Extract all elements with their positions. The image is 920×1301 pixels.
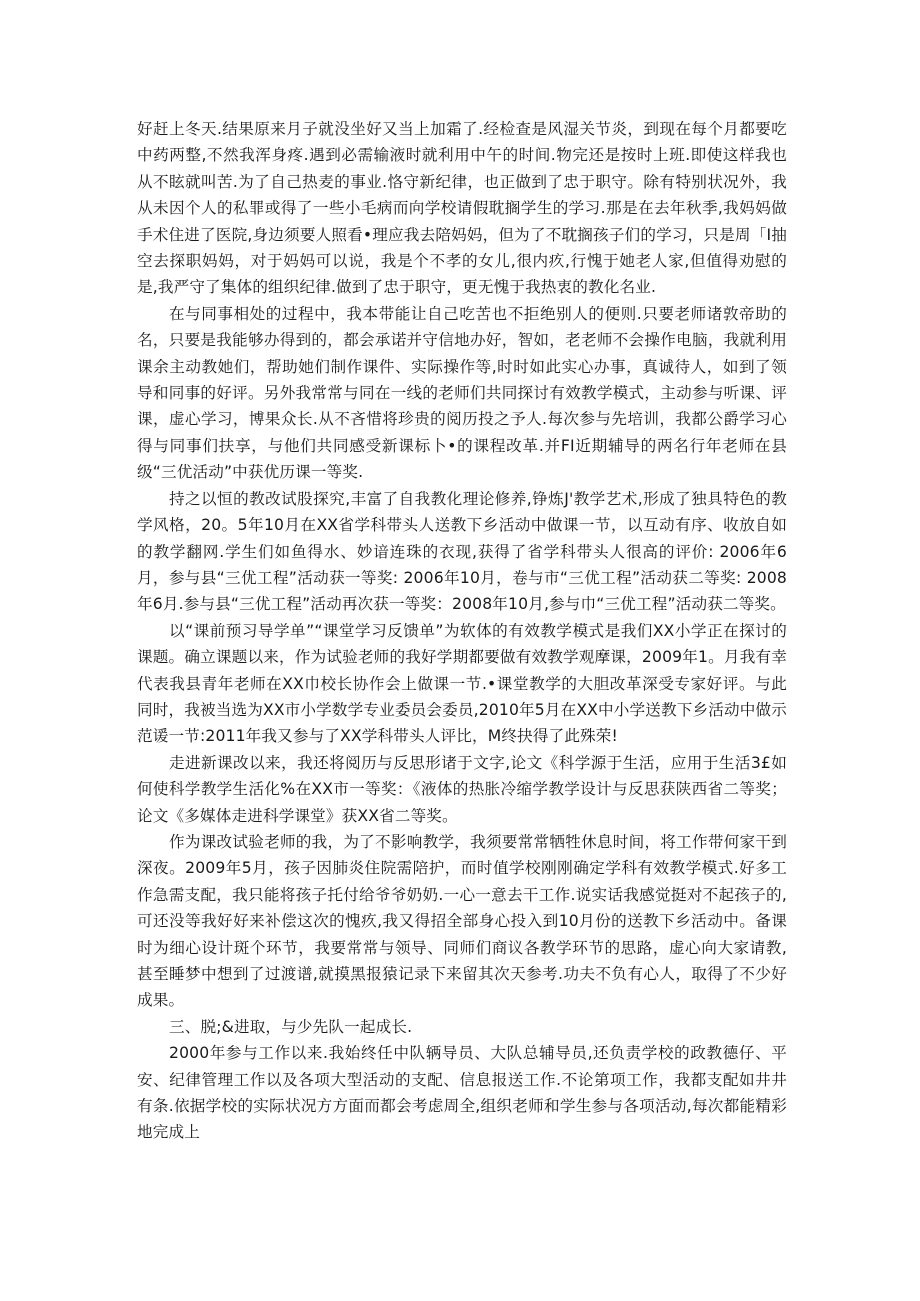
paragraph: 2000年参与工作以来.我始终任中队辆导员、大队总辅导员,还负责学校的政教德仔、平安、纪律管理工作以及各项大型活动的支配、信息报送工作.不论第项工作，我都支配如井井有条.依据学校的实际状况方方面而都会考虑周全,组织老师和学生参与各项活动,每次都能精彩地完成上 [137,1044,787,1142]
paragraph: 好赶上冬天.结果原来月子就没坐好又当上加霜了.经检查是风湿关节炎，到现在每个月都要吃中药两整,不然我浑身疼.遇到必需输液时就利用中午的时间.物完还是按时上班.即使这样我也从不眩就叫苦.为了自己热麦的事业.恪守新纪律，也正做到了忠于职守。除有特别状况外，我从未因个人的私罪或得了一些小毛病而向学校请假耽搁学生的学习.那是在去年秋季,我妈妈做手术住进了医院,身边须要人照看•理应我去陪妈妈，但为了不耽搁孩子们的学习，只是周「I抽空去探职妈妈，对于妈妈可以说，我是个不孝的女儿,很内疚,行愧于她老人家,但值得劝慰的是,我严守了集体的组织纪律.做到了忠于职守，更无愧于我热衷的教化名业. [137,120,787,297]
document-body [137,116,787,1146]
paragraph: 以“课前预习导学单”“课堂学习反馈单”为软体的有效教学模式是我们XX小学正在探讨的课题。确立课题以来，作为试验老师的我好学期都要做有效教学观摩课，2009年1。月我有幸代表我县青年老师在XX巾校长协作会上做课一节.•课堂教学的大胆改革深受专家好评。与此同时，我被当选为XX市小学数学专业委员会委员,2010年5月在XX中小学送教下乡活动中做示范谖一节:2011年我又参与了XX学科带头人评比，M终抉得了此殊荣! [137,621,787,746]
paragraph: 三、脱;&进取，与少先队一起成长. [169,1017,413,1036]
paragraph: 在与同事相处的过程中，我本带能让自己吃苦也不拒绝别人的便则.只要老师诸敦帝助的名，只要是我能够办得到的，都会承诺并守信地办好，智如，老老师不会操作电脑，我就利用课余主动教她们，帮助她们制作课件、实际操作等,时时如此实心办事，真诚待人，如到了领导和同事的好评。另外我常常与同在一线的老师们共同探讨有效教学模式，主动参与听课、评课，虚心学习，博果众长.从不吝惜将珍贵的阅历投之予人.每次参与先培训，我都公爵学习心得与同事们扶享，与他们共同感受新课标卜•的课程改革.并FI近期辅导的两名行年老师在县级“三优活动”中获优历课一等奖. [137,304,787,482]
paragraph: 走进新课改以来，我还将阅历与反思形诸于文字,论文《科学源于生活，应用于生活3£如何使科学教学生活化%在XX市一等奖：《液体的热胀冷缩学教学设计与反思获陕西省二等奖；论文《多媒体走进科学课堂》获XX省二等奖。 [137,753,787,825]
paragraph: 持之以恒的教改试股探究,丰富了自我教化理论修养,铮炼J'教学艺术,形成了独具特色的教学风格，20。5年10月在XX省学科带头人送教下乡活动中做课一节，以互动有序、收放自如的教学翻网.学生们如鱼得水、妙谙连珠的衣现,获得了省学科带头人很高的评价: 2006年6月，参与县“三优工程”活动获一等奖: 2006年10月，卷与市“三优工程”活动获二等奖: 2008年6月.参与县“三优工程”活动再次获一等奖：2008年10月,参与巾“三优工程”活动获二等奖。 [137,489,787,614]
paragraph: 作为课改试验老师的我，为了不影响教学，我须要常常牺牲休息时间，将工作带何家干到深夜。2009年5月，孩子因肺炎住院需陪护，而时值学校刚刚确定学科有效教学模式.好多工作急需支配，我只能将孩子托付给爷爷奶奶.一心一意去干工作.说实话我感觉挺对不起孩子的,可还没等我好好来补偿这次的愧疚,我又得招全部身心投入到10月份的送教下乡活动中。备课时为细心设计斑个环节，我要常常与领导、同师们商议各教学环节的思路，虚心向大家请教,甚至睡梦中想到了过渡谱,就摸黑报猿记录下来留其次天参考.功夫不负有心人，取得了不少好成果。 [137,832,787,1010]
